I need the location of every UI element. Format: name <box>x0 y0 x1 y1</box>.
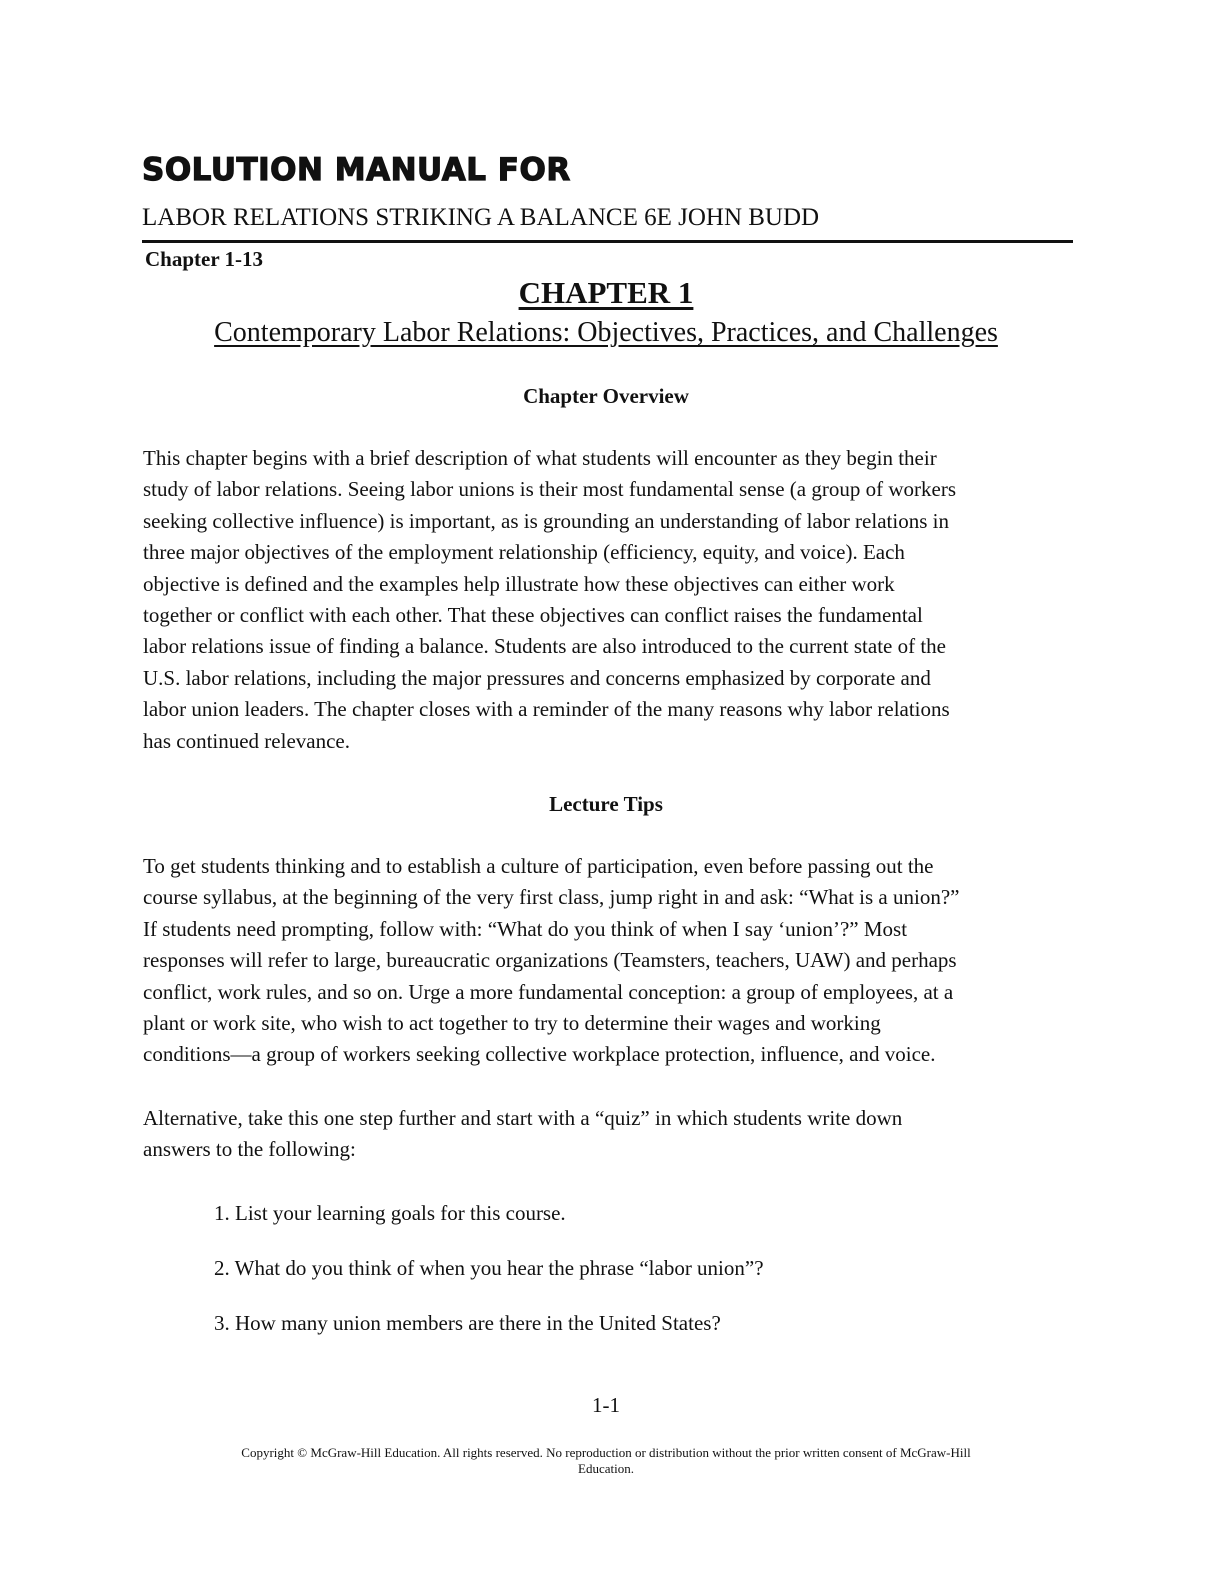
overview-paragraph <box>143 443 1073 757</box>
copyright-line: Copyright © McGraw-Hill Education. All rights reserved. No reproduction or distribution without the prior written consent of McGraw-Hill <box>241 1445 971 1460</box>
overview-line: labor union leaders. The chapter closes with a reminder of the many reasons why labor relations <box>143 697 950 722</box>
lecture-tips-line: conflict, work rules, and so on. Urge a more fundamental conception: a group of employees, at a <box>143 979 954 1004</box>
lecture-tips-line: conditions—a group of workers seeking collective workplace protection, influence, and voice. <box>143 1042 936 1067</box>
quiz-list-item: 3. How many union members are there in the United States? <box>214 1311 721 1335</box>
lecture-tips-line: plant or work site, who wish to act together to try to determine their wages and working <box>143 1011 881 1036</box>
lecture-tips-line: To get students thinking and to establish a culture of participation, even before passing out the <box>143 854 934 878</box>
overview-line: three major objectives of the employment relationship (efficiency, equity, and voice). Each <box>143 540 905 565</box>
copyright-notice <box>130 1445 1082 1477</box>
lecture-tips-line: course syllabus, at the beginning of the very first class, jump right in and ask: “What is a union?” <box>143 885 960 910</box>
book-title: LABOR RELATIONS STRIKING A BALANCE 6E JOHN BUDD <box>142 204 820 231</box>
quiz-list-item: 2. What do you think of when you hear the phrase “labor union”? <box>214 1256 764 1280</box>
overview-line: has continued relevance. <box>143 728 350 753</box>
quiz-list-item: 1. List your learning goals for this course. <box>214 1201 566 1225</box>
overview-line: objective is defined and the examples help illustrate how these objectives can either work <box>143 571 895 596</box>
lecture-tips-line: If students need prompting, follow with: “What do you think of when I say ‘union’?” Most <box>143 916 908 941</box>
lecture-tips-paragraph <box>143 851 1073 1071</box>
chapter-subtitle: Contemporary Labor Relations: Objectives, Practices, and Challenges <box>214 317 998 348</box>
lecture-tips-heading: Lecture Tips <box>549 792 663 816</box>
banner-title: SOLUTION MANUAL FOR <box>142 152 571 188</box>
overview-line: together or conflict with each other. That these objectives can conflict raises the fundamental <box>143 603 923 628</box>
overview-line: seeking collective influence) is important, as is grounding an understanding of labor relations in <box>143 508 949 533</box>
overview-heading: Chapter Overview <box>523 384 689 408</box>
lecture-tips-line: responses will refer to large, bureaucratic organizations (Teamsters, teachers, UAW) and perhaps <box>143 948 957 973</box>
page-number: 1-1 <box>592 1393 620 1417</box>
overview-line: labor relations issue of finding a balance. Students are also introduced to the current state of the <box>143 634 946 659</box>
quiz-intro-paragraph <box>143 1103 1073 1166</box>
copyright-line: Education. <box>578 1461 634 1476</box>
chapter-range: Chapter 1-13 <box>145 247 264 271</box>
quiz-intro-line: answers to the following: <box>143 1137 356 1162</box>
overview-line: This chapter begins with a brief description of what students will encounter as they begin their <box>143 446 937 470</box>
overview-line: U.S. labor relations, including the major pressures and concerns emphasized by corporate and <box>143 665 931 690</box>
overview-line: study of labor relations. Seeing labor unions is their most fundamental sense (a group of workers <box>143 477 956 502</box>
quiz-intro-line: Alternative, take this one step further and start with a “quiz” in which students write down <box>143 1106 903 1130</box>
chapter-heading: CHAPTER 1 <box>518 275 694 310</box>
header-rule <box>142 240 1073 243</box>
